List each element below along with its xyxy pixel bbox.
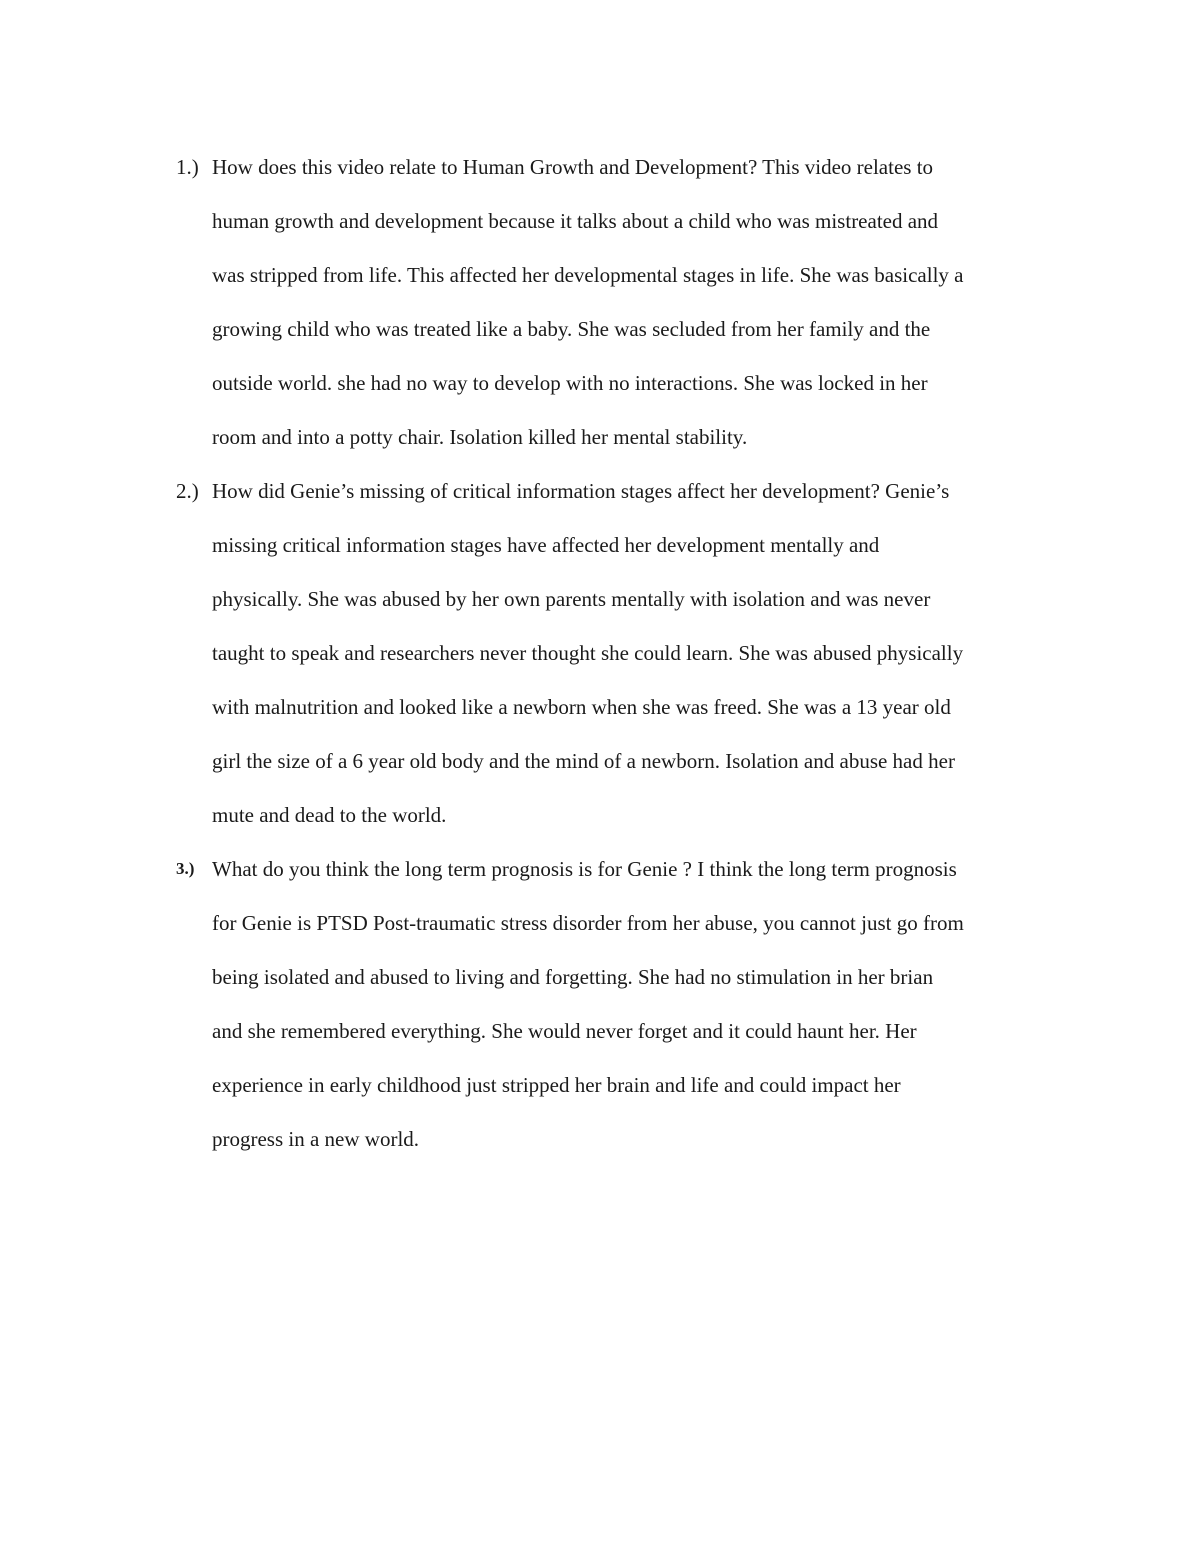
text-line: What do you think the long term prognosis is for Genie ? I think the long term prognosis	[212, 857, 957, 881]
question-item-2	[176, 464, 1076, 842]
text-line: How does this video relate to Human Growth and Development? This video relates to	[212, 155, 934, 179]
text-line: experience in early childhood just stripped her brain and life and could impact her	[212, 1073, 901, 1097]
text-line: for Genie is PTSD Post-traumatic stress disorder from her abuse, you cannot just go from	[212, 911, 964, 935]
question-item-1	[176, 140, 1076, 464]
text-line: being isolated and abused to living and forgetting. She had no stimulation in her brian	[212, 965, 934, 989]
question-item-3	[176, 842, 1076, 1166]
question-number: 2.)	[176, 479, 199, 503]
text-line: girl the size of a 6 year old body and the mind of a newborn. Isolation and abuse had her	[212, 749, 955, 773]
text-line: missing critical information stages have affected her development mentally and	[212, 533, 880, 557]
text-line: outside world. she had no way to develop with no interactions. She was locked in her	[212, 371, 928, 395]
text-line: with malnutrition and looked like a newborn when she was freed. She was a 13 year old	[212, 695, 951, 719]
question-number: 3.)	[176, 859, 195, 878]
text-line: human growth and development because it talks about a child who was mistreated and	[212, 209, 939, 233]
text-line: taught to speak and researchers never thought she could learn. She was abused physically	[212, 641, 964, 665]
question-list	[176, 140, 1076, 1166]
text-line: and she remembered everything. She would never forget and it could haunt her. Her	[212, 1019, 917, 1043]
text-line: physically. She was abused by her own parents mentally with isolation and was never	[212, 587, 931, 611]
text-line: mute and dead to the world.	[212, 803, 447, 827]
text-line: progress in a new world.	[212, 1127, 420, 1151]
text-line: growing child who was treated like a baby. She was secluded from her family and the	[212, 317, 931, 341]
question-number: 1.)	[176, 155, 199, 179]
text-line: was stripped from life. This affected her developmental stages in life. She was basically a	[212, 263, 964, 287]
text-line: room and into a potty chair. Isolation killed her mental stability.	[212, 425, 748, 449]
text-line: How did Genie’s missing of critical information stages affect her development? Genie’s	[212, 479, 950, 503]
